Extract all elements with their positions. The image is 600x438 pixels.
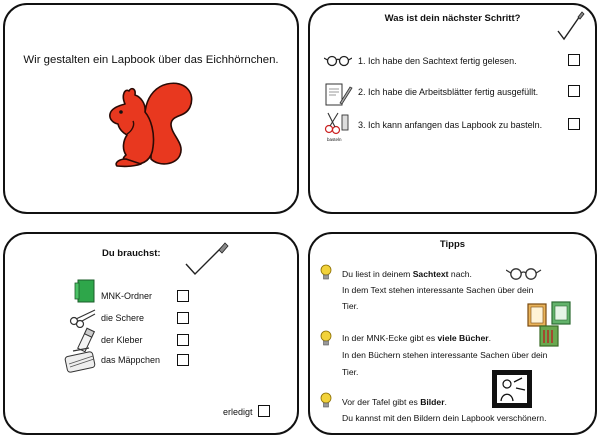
tip-3-post: . (444, 397, 447, 407)
materials-title: Du brauchst: (102, 248, 161, 259)
step-1-label: 1. Ich habe den Sachtext fertig gelesen. (358, 56, 517, 66)
tip-1-pre: Du liest in deinem (342, 269, 413, 279)
tip-1-line-2: In dem Text stehen interessante Sachen über dein (342, 285, 534, 295)
lightbulb-icon (320, 330, 332, 347)
tip-3-line-2: Du kannst mit den Bildern dein Lapbook verschönern. (342, 413, 547, 423)
next-step-card (308, 3, 597, 214)
material-3-label: der Kleber (101, 335, 143, 345)
step-2-checkbox[interactable] (568, 85, 580, 97)
books-icon (526, 300, 576, 348)
basteln-caption: basteln (327, 137, 342, 142)
tips-card (308, 232, 597, 435)
material-3-checkbox[interactable] (177, 334, 189, 346)
material-2-label: die Schere (101, 313, 145, 323)
tip-1-line-3: Tier. (342, 301, 359, 311)
step-1-checkbox[interactable] (568, 54, 580, 66)
scissors-icon (69, 308, 97, 328)
step-2-label: 2. Ich habe die Arbeitsblätter fertig ausgefüllt. (358, 87, 539, 97)
step-3-label: 3. Ich kann anfangen das Lapbook zu basteln. (358, 120, 543, 130)
tip-2-line-1 (342, 331, 491, 345)
materials-card (3, 232, 299, 435)
tip-2-line-2: In den Büchern stehen interessante Sachen über dein (342, 350, 548, 360)
green-folder-icon (73, 278, 99, 304)
lapbook-title: Wir gestalten ein Lapbook über das Eichhörnchen. (23, 54, 279, 66)
glasses-icon (324, 55, 352, 67)
tip-2-pre: In der MNK-Ecke gibt es (342, 333, 438, 343)
checkmark-pen-icon (183, 242, 229, 278)
material-1-checkbox[interactable] (177, 290, 189, 302)
lapbook-title-card (3, 3, 299, 214)
tip-1-line-1 (342, 267, 472, 281)
lightbulb-icon (320, 264, 332, 281)
next-step-title: Was ist dein nächster Schritt? (384, 13, 521, 24)
tip-2-bold: viele Bücher (437, 333, 489, 343)
pencil-case-icon (63, 346, 99, 374)
tip-1-post: nach. (448, 269, 472, 279)
picture-card-icon (492, 370, 532, 408)
worksheet-icon (324, 81, 354, 107)
material-1-label: MNK-Ordner (101, 291, 153, 301)
tip-3-line-1 (342, 395, 447, 409)
material-2-checkbox[interactable] (177, 312, 189, 324)
tip-2-post: . (488, 333, 492, 343)
checkmark-pen-icon (556, 11, 586, 43)
step-3-checkbox[interactable] (568, 118, 580, 130)
done-checkbox[interactable] (258, 405, 270, 417)
tip-2-line-3: Tier. (342, 367, 359, 377)
lightbulb-icon (320, 392, 332, 409)
material-4-checkbox[interactable] (177, 354, 189, 366)
glasses-icon (506, 266, 542, 280)
done-label: erledigt (223, 407, 253, 417)
red-squirrel-icon (101, 79, 197, 171)
tip-3-pre: Vor der Tafel gibt es (342, 397, 421, 407)
material-4-label: das Mäppchen (101, 355, 161, 365)
tip-1-bold: Sachtext (412, 269, 449, 279)
scissors-glue-icon (322, 111, 352, 137)
tip-3-bold: Bilder (420, 397, 445, 407)
tips-title: Tipps (439, 239, 466, 250)
